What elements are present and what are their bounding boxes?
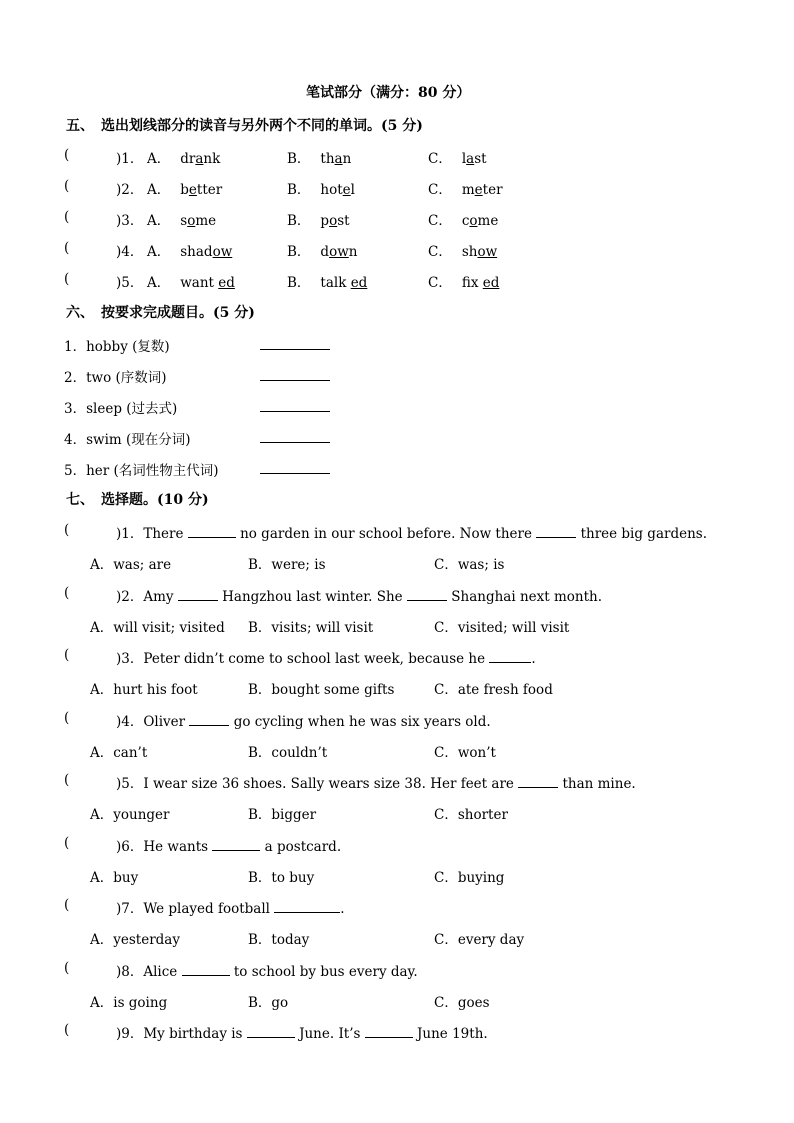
question-number: )5． [116,275,144,291]
answer-blank[interactable] [260,337,330,350]
question-stem: June. It’s [294,1026,365,1042]
question-text [116,835,341,855]
option-letter: A． [147,151,171,167]
option-letter: B． [287,151,311,167]
task-item: 2．two (序数词) [64,370,167,386]
question-stem: June 19th. [412,1026,488,1042]
word-part: dr [180,151,196,167]
question-stem: a postcard. [260,838,342,855]
underlined-part: o [469,213,478,229]
choice-option[interactable]: C．visited; will visit [434,619,570,636]
option-c[interactable] [428,240,497,260]
option-b[interactable] [287,209,350,229]
option-letter: A． [147,244,171,260]
choice-option[interactable]: B．couldn’t [248,744,328,761]
answer-paren[interactable]: ( [64,1022,70,1038]
section-6-heading: 六、 按要求完成题目。(5 分) [66,305,255,321]
word-part: s [180,213,188,229]
choice-option[interactable]: C．won’t [434,744,496,761]
question-stem: to school by bus every day. [229,963,418,980]
choice-option[interactable]: A．was; are [90,557,172,573]
task-item: 4．swim (现在分词) [64,432,191,448]
answer-blank[interactable] [188,525,236,538]
option-letter: B． [287,182,311,198]
word-part: n [342,151,352,167]
answer-paren[interactable]: ( [64,178,70,194]
option-a[interactable] [147,240,232,260]
underlined-part: o [187,213,196,229]
underlined-part: e [188,182,197,198]
underlined-part: o [329,213,338,229]
word-part: hot [320,182,343,198]
choice-option[interactable]: C．ate fresh food [434,682,553,698]
question-stem: )2．Amy [116,588,178,605]
underlined-part: ow [212,244,233,260]
option-letter: A． [147,182,171,198]
question-stem: )1．There [116,526,188,542]
question-stem: . [340,901,345,917]
choice-option[interactable]: A．will visit; visited [90,619,225,636]
answer-paren[interactable]: ( [64,834,70,851]
underlined-part: ed [482,275,500,291]
question-text [116,1022,488,1042]
question-stem: )3．Peter didn’t come to school last week, because he [116,651,490,667]
task-item: 1．hobby (复数) [64,339,170,355]
option-a[interactable] [147,178,222,198]
question-text [116,522,707,542]
answer-blank[interactable] [260,461,330,474]
answer-paren[interactable]: ( [64,147,70,163]
question-number: )3． [116,213,144,229]
choice-option[interactable]: B．were; is [248,557,326,573]
question-number: )4． [116,244,144,260]
word-part: l [350,182,355,198]
option-c[interactable] [428,209,498,229]
question-number: )2． [116,182,144,198]
page-title: 笔试部分（满分：80 分） [306,85,471,101]
question-stem: go cycling when he was six years old. [229,713,491,730]
word-part: n [348,244,358,260]
answer-paren[interactable]: ( [64,709,70,726]
word-part: m [461,182,475,198]
word-part: want [180,275,219,291]
question-text [116,772,636,792]
answer-blank[interactable] [189,713,229,726]
word-part: d [320,244,330,260]
choice-option[interactable]: C．shorter [434,807,508,823]
underlined-part: ed [350,275,368,291]
answer-paren[interactable]: ( [64,772,70,788]
question-stem: )4．Oliver [116,713,190,730]
question-stem: )5．I wear size 36 shoes. Sally wears size 38. Her feet are [116,776,519,792]
option-c[interactable] [428,178,503,198]
word-part: talk [320,275,351,291]
word-part: p [320,213,330,229]
answer-blank[interactable] [407,588,447,601]
option-letter: A． [147,275,171,291]
option-letter: C． [428,244,452,260]
answer-paren[interactable]: ( [64,240,70,256]
answer-blank[interactable] [178,588,218,601]
word-part: b [180,182,189,198]
answer-blank[interactable] [182,963,230,976]
answer-blank[interactable] [489,650,531,663]
choice-option[interactable]: A．is going [90,994,168,1011]
word-part: fix [461,275,483,291]
answer-blank[interactable] [274,900,340,913]
option-letter: B． [287,275,311,291]
question-stem: )6．He wants [116,838,213,855]
question-stem: no garden in our school before. Now there [235,526,537,542]
answer-paren[interactable]: ( [64,522,70,538]
question-stem: )8．Alice [116,963,182,980]
underlined-part: ow [329,244,349,260]
question-stem: )9．My birthday is [116,1026,247,1042]
section-7-heading: 七、 选择题。(10 分) [66,492,209,508]
option-letter: B． [287,244,311,260]
answer-blank[interactable] [260,399,330,412]
option-a[interactable] [147,147,220,167]
section-5-heading: 五、 选出划线部分的读音与另外两个不同的单词。(5 分) [66,118,423,134]
underlined-part: ed [218,275,235,291]
word-part: nk [203,151,221,167]
option-b[interactable] [287,240,357,260]
underlined-part: e [474,182,483,198]
question-text [116,960,418,980]
task-item: 5．her (名词性物主代词) [64,463,219,479]
option-letter: C． [428,151,452,167]
question-text [116,897,345,917]
word-part: th [320,151,335,167]
word-part: st [474,151,487,167]
underlined-part: a [334,151,343,167]
underlined-part: a [195,151,204,167]
option-b[interactable] [287,271,367,291]
choice-option[interactable]: B．bigger [248,807,317,823]
answer-paren[interactable]: ( [64,271,70,287]
answer-blank[interactable] [247,1025,295,1038]
word-part: c [461,213,470,229]
question-text [116,710,491,730]
choice-option[interactable]: C．every day [434,932,525,948]
option-b[interactable] [287,147,351,167]
option-letter: C． [428,182,452,198]
option-letter: A． [147,213,171,229]
choice-option[interactable]: B．to buy [248,869,315,886]
question-stem: . [531,651,536,667]
task-item: 3．sleep (过去式) [64,401,178,417]
option-a[interactable] [147,271,235,291]
question-stem: )7．We played football [116,901,275,917]
answer-paren[interactable]: ( [64,209,70,225]
question-stem: Shanghai next month. [446,588,602,605]
choice-option[interactable]: B．visits; will visit [248,619,374,636]
option-a[interactable] [147,209,216,229]
word-part: tter [196,182,223,198]
answer-paren[interactable]: ( [64,897,70,913]
word-part: me [477,213,499,229]
word-part: shad [180,244,213,260]
word-part: l [461,151,467,167]
word-part: sh [461,244,478,260]
answer-blank[interactable] [536,525,576,538]
question-text [116,647,536,667]
underlined-part: e [342,182,351,198]
choice-option[interactable]: B．go [248,994,289,1011]
option-c[interactable] [428,271,499,291]
answer-blank[interactable] [212,838,260,851]
choice-option[interactable]: C．buying [434,869,505,886]
answer-paren[interactable]: ( [64,584,70,601]
question-stem: than mine. [558,776,636,792]
answer-blank[interactable] [260,368,330,381]
answer-paren[interactable]: ( [64,647,70,663]
choice-option[interactable]: C．goes [434,994,490,1011]
question-stem: Hangzhou last winter. She [217,588,407,605]
question-text [116,585,602,605]
word-part: me [195,213,217,229]
option-letter: C． [428,213,452,229]
choice-option[interactable]: A．can’t [90,744,148,761]
choice-option[interactable]: A．buy [90,869,139,886]
choice-option[interactable]: C．was; is [434,557,505,573]
underlined-part: a [466,151,475,167]
underlined-part: ow [477,244,498,260]
word-part: st [337,213,350,229]
choice-option[interactable]: A．yesterday [90,932,180,948]
choice-option[interactable]: B．today [248,932,310,948]
question-stem: three big gardens. [576,526,707,542]
answer-paren[interactable]: ( [64,959,70,976]
word-part: ter [482,182,503,198]
choice-option[interactable]: A．younger [90,807,170,823]
question-number: )1． [116,151,144,167]
answer-blank[interactable] [365,1025,413,1038]
option-letter: B． [287,213,311,229]
option-letter: C． [428,275,452,291]
choice-option[interactable]: B．bought some gifts [248,682,395,698]
option-b[interactable] [287,178,355,198]
choice-option[interactable]: A．hurt his foot [90,682,198,698]
answer-blank[interactable] [518,775,558,788]
option-c[interactable] [428,147,487,167]
answer-blank[interactable] [260,430,330,443]
